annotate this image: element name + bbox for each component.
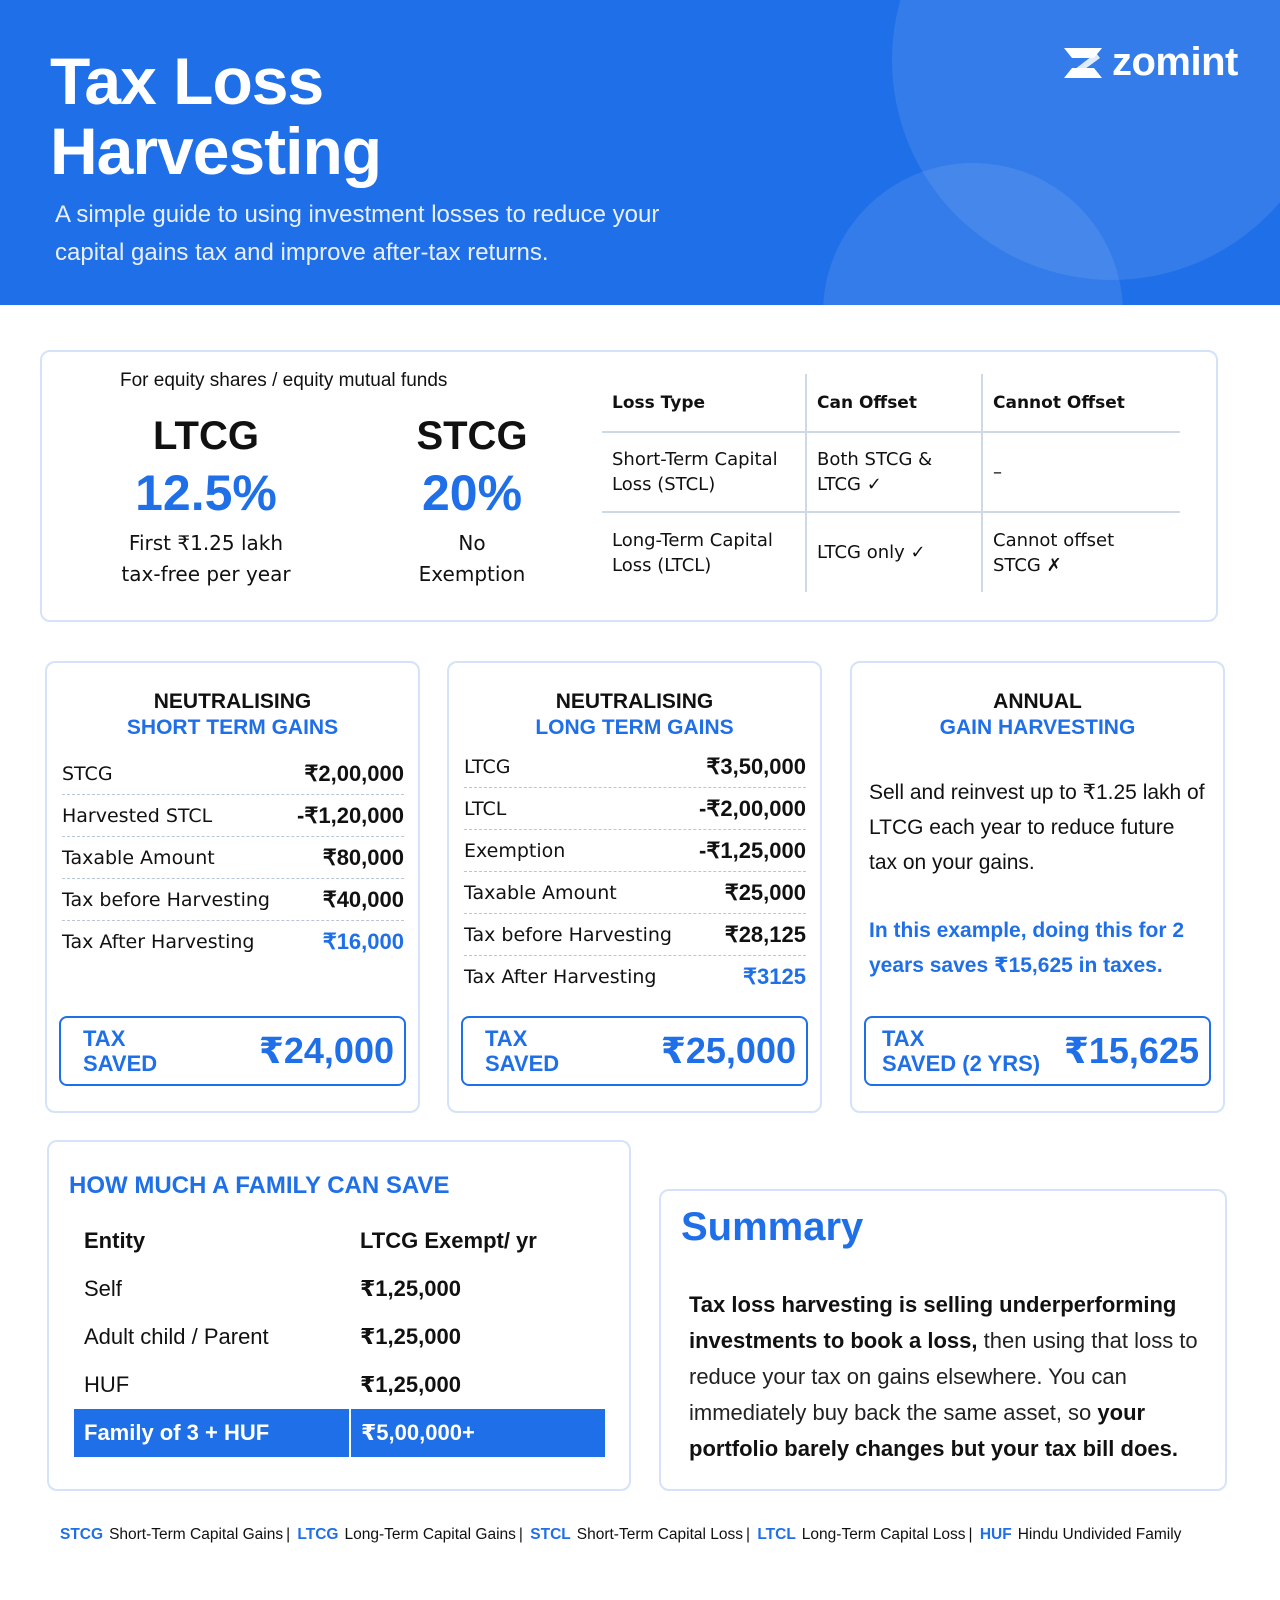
table-row <box>74 1265 605 1313</box>
row-label: Taxable Amount <box>464 881 617 904</box>
rate-name: STCG <box>416 414 528 458</box>
legend-full: Long-Term Capital Loss <box>801 1526 966 1543</box>
table-row <box>602 512 1180 592</box>
row-label: LTCG <box>464 755 511 778</box>
entity-cell: HUF <box>84 1372 130 1397</box>
cell-line: LTCG ✓ <box>817 474 882 495</box>
legend-abbr: STCG <box>60 1526 104 1543</box>
table-header-row <box>74 1217 605 1265</box>
cell-line: Cannot offset <box>993 529 1115 551</box>
legend-full: Short-Term Capital Gains <box>109 1526 284 1543</box>
desc-line: Exemption <box>418 562 526 586</box>
legend-full: Short-Term Capital Loss <box>576 1526 743 1543</box>
tax-rates-card <box>40 350 1218 622</box>
legend-abbr: STCL <box>530 1526 571 1543</box>
legend-full: Hindu Undivided Family <box>1017 1526 1182 1543</box>
summary-bold-text: your portfolio barely changes but your tax bill does. <box>689 1400 1178 1461</box>
subheading-text: LONG TERM GAINS <box>535 716 734 739</box>
cannot-offset-cell <box>982 512 1180 592</box>
list-item <box>464 746 806 788</box>
tax-saved-label <box>485 1026 645 1076</box>
label-line: SAVED <box>485 1051 560 1076</box>
header-banner <box>0 0 1280 305</box>
row-label: Tax before Harvesting <box>62 888 270 911</box>
short-term-example-card <box>45 661 420 1113</box>
list-item <box>62 879 404 921</box>
row-label: Exemption <box>464 839 566 862</box>
row-label: STCG <box>62 762 113 785</box>
label-line: TAX <box>882 1026 925 1051</box>
legend-separator: | <box>518 1526 523 1543</box>
list-item <box>464 788 806 830</box>
zomint-logo-icon <box>1062 46 1104 80</box>
rate-description <box>76 528 336 590</box>
tax-saved-label <box>83 1026 243 1076</box>
loss-type-cell <box>602 432 806 512</box>
brand-name: zomint <box>1112 40 1238 84</box>
can-offset-cell <box>806 512 982 592</box>
legend-abbr: LTCL <box>757 1526 796 1543</box>
list-item <box>62 795 404 837</box>
summary-body-text: then using that loss to reduce your tax on gains elsewhere. You can immediately buy back the same asset, so <box>689 1328 1198 1425</box>
rates-note: For equity shares / equity mutual funds <box>120 370 448 391</box>
label-line: TAX <box>83 1026 126 1051</box>
row-value: -₹1,25,000 <box>699 837 806 863</box>
rate-description <box>342 528 602 590</box>
ltcg-rate <box>76 412 336 590</box>
cell-line: Loss (STCL) <box>612 474 716 495</box>
subheading-text: SHORT TERM GAINS <box>126 716 339 739</box>
entity-cell: Family of 3 + HUF <box>74 1409 350 1457</box>
page-title <box>50 46 381 186</box>
desc-line: First ₹1.25 lakh <box>128 531 284 555</box>
family-savings-card <box>47 1140 631 1491</box>
exempt-value-cell: ₹1,25,000 <box>360 1276 461 1301</box>
table-row <box>602 432 1180 512</box>
legend-full: Long-Term Capital Gains <box>344 1526 516 1543</box>
rate-value: 12.5% <box>135 465 277 521</box>
table-row <box>74 1313 605 1361</box>
title-line: Tax Loss <box>50 44 324 118</box>
column-header: Can Offset <box>806 374 982 432</box>
stcg-rate <box>342 412 602 590</box>
table-row <box>74 1361 605 1409</box>
exempt-value-cell: ₹1,25,000 <box>360 1372 461 1397</box>
legend-abbr: HUF <box>979 1526 1012 1543</box>
annual-harvesting-card <box>850 661 1225 1113</box>
list-item <box>464 872 806 914</box>
rate-value: 20% <box>421 465 523 521</box>
column-header: LTCG Exempt/ yr <box>360 1228 537 1253</box>
row-label: Tax After Harvesting <box>62 931 255 953</box>
can-offset-cell <box>806 432 982 512</box>
row-value: ₹28,125 <box>724 921 806 947</box>
list-item <box>464 914 806 956</box>
cell-line: – <box>993 461 1002 483</box>
annual-description: Sell and reinvest up to ₹1.25 lakh of LTCG each year to reduce future tax on your gains. <box>869 781 1205 874</box>
legend-separator: | <box>746 1526 751 1543</box>
entity-cell: Self <box>84 1276 122 1301</box>
label-line: SAVED <box>83 1051 158 1076</box>
row-value: ₹25,000 <box>724 879 806 905</box>
row-label: LTCL <box>464 797 507 820</box>
summary-text <box>689 1287 1211 1467</box>
legend-separator: | <box>286 1526 291 1543</box>
annual-example-note: In this example, doing this for 2 years saves ₹15,625 in taxes. <box>869 919 1185 977</box>
row-value: ₹3125 <box>743 964 806 989</box>
row-value: ₹2,00,000 <box>304 760 404 786</box>
list-item <box>62 921 404 963</box>
exempt-value-cell: ₹1,25,000 <box>360 1324 461 1349</box>
row-value: ₹80,000 <box>322 844 404 870</box>
row-label: Harvested STCL <box>62 804 213 827</box>
list-item <box>62 753 404 795</box>
card-heading <box>852 689 1223 741</box>
list-item <box>62 837 404 879</box>
title-line: Harvesting <box>50 114 382 188</box>
family-title: HOW MUCH A FAMILY CAN SAVE <box>69 1172 450 1199</box>
heading-text: ANNUAL <box>993 690 1082 713</box>
desc-line: No <box>458 531 486 555</box>
legend-abbr: LTCG <box>297 1526 339 1543</box>
row-label: Taxable Amount <box>62 846 215 869</box>
entity-cell: Adult child / Parent <box>84 1324 269 1349</box>
example-rows <box>464 746 806 998</box>
tax-saved-box <box>864 1016 1211 1086</box>
subtitle-line: capital gains tax and improve after-tax returns. <box>55 239 549 266</box>
tax-saved-value: ₹15,625 <box>1063 1030 1199 1071</box>
row-value: -₹2,00,000 <box>699 795 806 821</box>
tax-saved-label <box>882 1026 1064 1076</box>
subtitle-line: A simple guide to using investment losses to reduce your <box>55 201 660 228</box>
cell-line: Long-Term Capital <box>612 529 773 551</box>
column-header: Loss Type <box>602 374 806 432</box>
exempt-value-cell: ₹5,00,000+ <box>350 1409 605 1457</box>
legend-separator: | <box>968 1526 973 1543</box>
card-heading <box>47 689 418 741</box>
row-value: ₹3,50,000 <box>706 753 806 779</box>
column-header: Cannot Offset <box>982 374 1180 432</box>
desc-line: tax-free per year <box>121 562 291 586</box>
abbreviation-legend <box>60 1526 1260 1544</box>
list-item <box>464 956 806 998</box>
summary-title: Summary <box>681 1205 864 1249</box>
summary-card <box>659 1189 1227 1491</box>
table-header-row <box>602 374 1180 432</box>
row-label: Tax After Harvesting <box>464 966 657 988</box>
example-rows <box>62 753 404 963</box>
family-savings-table <box>74 1217 605 1457</box>
cannot-offset-cell <box>982 432 1180 512</box>
cell-line: STCG ✗ <box>993 554 1062 576</box>
tax-saved-value: ₹25,000 <box>660 1030 796 1071</box>
label-line: SAVED (2 YRS) <box>882 1051 1041 1076</box>
list-item <box>464 830 806 872</box>
brand-logo <box>1062 40 1238 85</box>
row-label: Tax before Harvesting <box>464 923 672 946</box>
total-row <box>74 1409 605 1457</box>
row-value: ₹40,000 <box>322 886 404 912</box>
summary-bold-text: Tax loss harvesting is selling underperforming investments to book a loss, <box>689 1292 1177 1353</box>
cell-line: Both STCG & <box>817 449 933 470</box>
card-heading <box>449 689 820 741</box>
rate-name: LTCG <box>153 414 259 458</box>
loss-offset-table <box>602 374 1180 592</box>
tax-saved-box <box>59 1016 406 1086</box>
row-value: -₹1,20,000 <box>297 802 404 828</box>
column-header: Entity <box>84 1228 146 1253</box>
cell-line: Short-Term Capital <box>612 449 778 470</box>
tax-saved-value: ₹24,000 <box>258 1030 394 1071</box>
page-subtitle <box>55 196 755 272</box>
cell-line: Loss (LTCL) <box>612 554 712 576</box>
heading-text: NEUTRALISING <box>555 690 714 713</box>
row-value: ₹16,000 <box>322 929 404 954</box>
heading-text: NEUTRALISING <box>153 690 312 713</box>
subheading-text: GAIN HARVESTING <box>939 716 1136 739</box>
tax-saved-box <box>461 1016 808 1086</box>
loss-type-cell <box>602 512 806 592</box>
cell-line: LTCG only ✓ <box>817 542 926 563</box>
label-line: TAX <box>485 1026 528 1051</box>
long-term-example-card <box>447 661 822 1113</box>
